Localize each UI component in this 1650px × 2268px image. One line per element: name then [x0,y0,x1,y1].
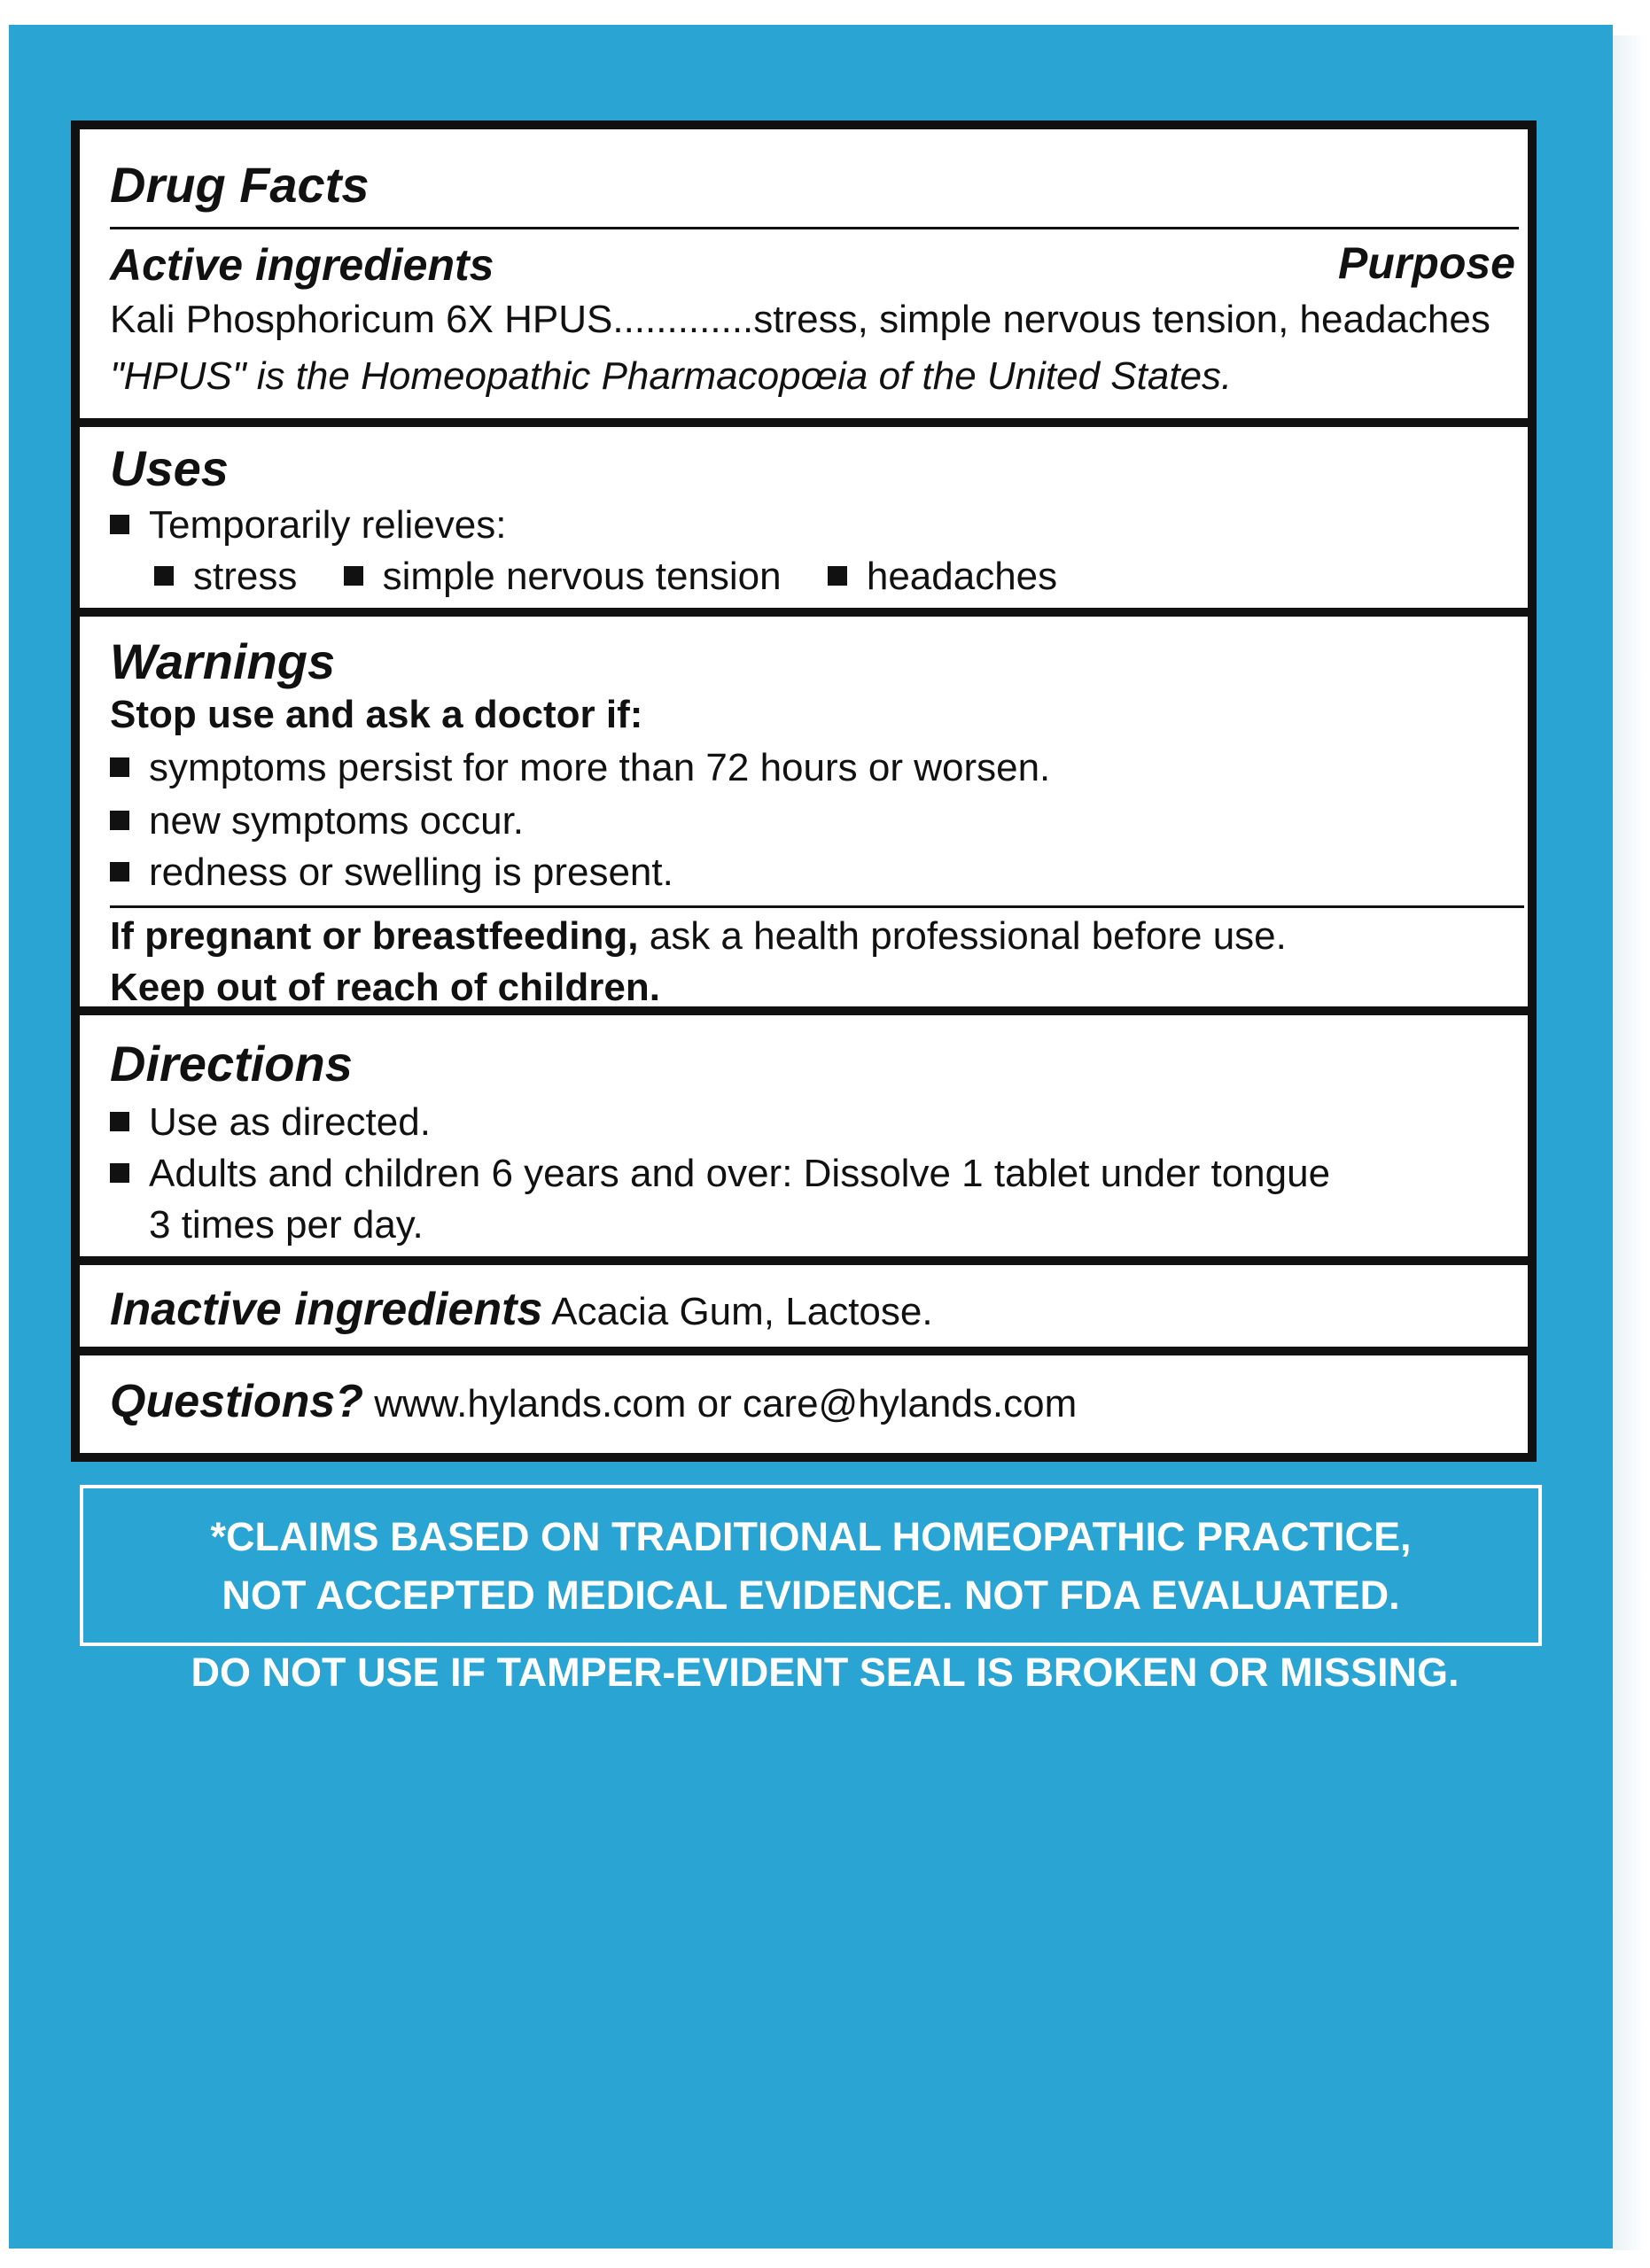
drug-facts-section-inactive [80,1265,1528,1347]
bullet-square-icon [110,862,129,882]
uses-item: simple nervous tension [382,555,782,598]
warnings-rule [110,905,1524,908]
stop-use-heading: Stop use and ask a doctor if: [110,693,643,736]
pregnant-rest-text: ask a health professional before use. [638,914,1287,958]
bullet-square-icon [110,811,129,830]
drug-facts-section-questions [80,1355,1528,1453]
children-warning: Keep out of reach of children. [110,966,660,1009]
ingredient-name: Kali Phosphoricum 6X HPUS [110,298,613,341]
warning-item-text: symptoms persist for more than 72 hours or worsen. [149,746,1051,789]
uses-heading: Uses [110,440,229,496]
warning-item-text: redness or swelling is present. [149,850,673,894]
uses-item: stress [193,555,298,598]
drug-facts-section-directions [80,1015,1528,1256]
drug-facts-title: Drug Facts [110,157,370,213]
inactive-heading: Inactive ingredients [110,1284,543,1335]
directions-heading: Directions [110,1036,353,1091]
warning-item [110,850,673,895]
questions-heading: Questions? [110,1376,364,1427]
warning-item [110,799,524,843]
package-side-edge [1613,35,1646,2250]
claims-line: NOT ACCEPTED MEDICAL EVIDENCE. NOT FDA EVALUATED. [222,1573,1400,1618]
active-ingredients-heading: Active ingredients [110,240,494,290]
questions-text: www.hylands.com or care@hylands.com [363,1382,1078,1425]
bullet-square-icon [110,515,129,534]
questions-line [110,1375,1077,1428]
direction-item-text: Adults and children 6 years and over: Dissolve 1 tablet under tongue [149,1152,1331,1195]
direction-item-text: Use as directed. [149,1100,431,1144]
bullet-square-icon [110,1112,129,1131]
uses-intro-text: Temporarily relieves: [149,503,507,547]
claims-disclaimer-box [80,1485,1542,1646]
direction-item [110,1100,431,1145]
bullet-square-icon [828,566,847,586]
drug-facts-section-active [80,129,1528,418]
claims-line: *CLAIMS BASED ON TRADITIONAL HOMEOPATHIC PRACTICE, [210,1514,1412,1559]
title-rule [110,227,1519,229]
warning-item-text: new symptoms occur. [149,799,525,843]
uses-intro [110,503,506,548]
ingredient-purpose: stress, simple nervous tension, headaches [753,298,1490,341]
inactive-line [110,1283,933,1336]
pregnant-bold-text: If pregnant or breastfeeding, [110,914,639,958]
ingredient-leader: ............. [612,298,754,341]
pregnant-warning [110,914,1287,959]
bullet-square-icon [110,757,129,777]
drug-facts-panel [71,120,1537,1462]
direction-item [110,1152,1330,1196]
drug-facts-section-uses [80,427,1528,608]
bullet-square-icon [154,566,174,586]
direction-continuation: 3 times per day. [149,1203,424,1247]
active-ingredient-line [110,298,1490,342]
hpus-note: "HPUS" is the Homeopathic Pharmacopœia of the United States. [110,354,1233,398]
bullet-square-icon [344,566,363,586]
drug-facts-section-warnings [80,617,1528,1009]
uses-item: headaches [866,555,1058,598]
purpose-heading: Purpose [1337,238,1515,288]
warning-item [110,746,1050,790]
bullet-square-icon [110,1163,129,1183]
uses-item-list [154,555,1057,599]
inactive-text: Acacia Gum, Lactose. [542,1290,933,1333]
warnings-heading: Warnings [110,633,336,689]
tamper-evident-warning: DO NOT USE IF TAMPER-EVIDENT SEAL IS BROKEN OR MISSING. [191,1650,1459,1695]
